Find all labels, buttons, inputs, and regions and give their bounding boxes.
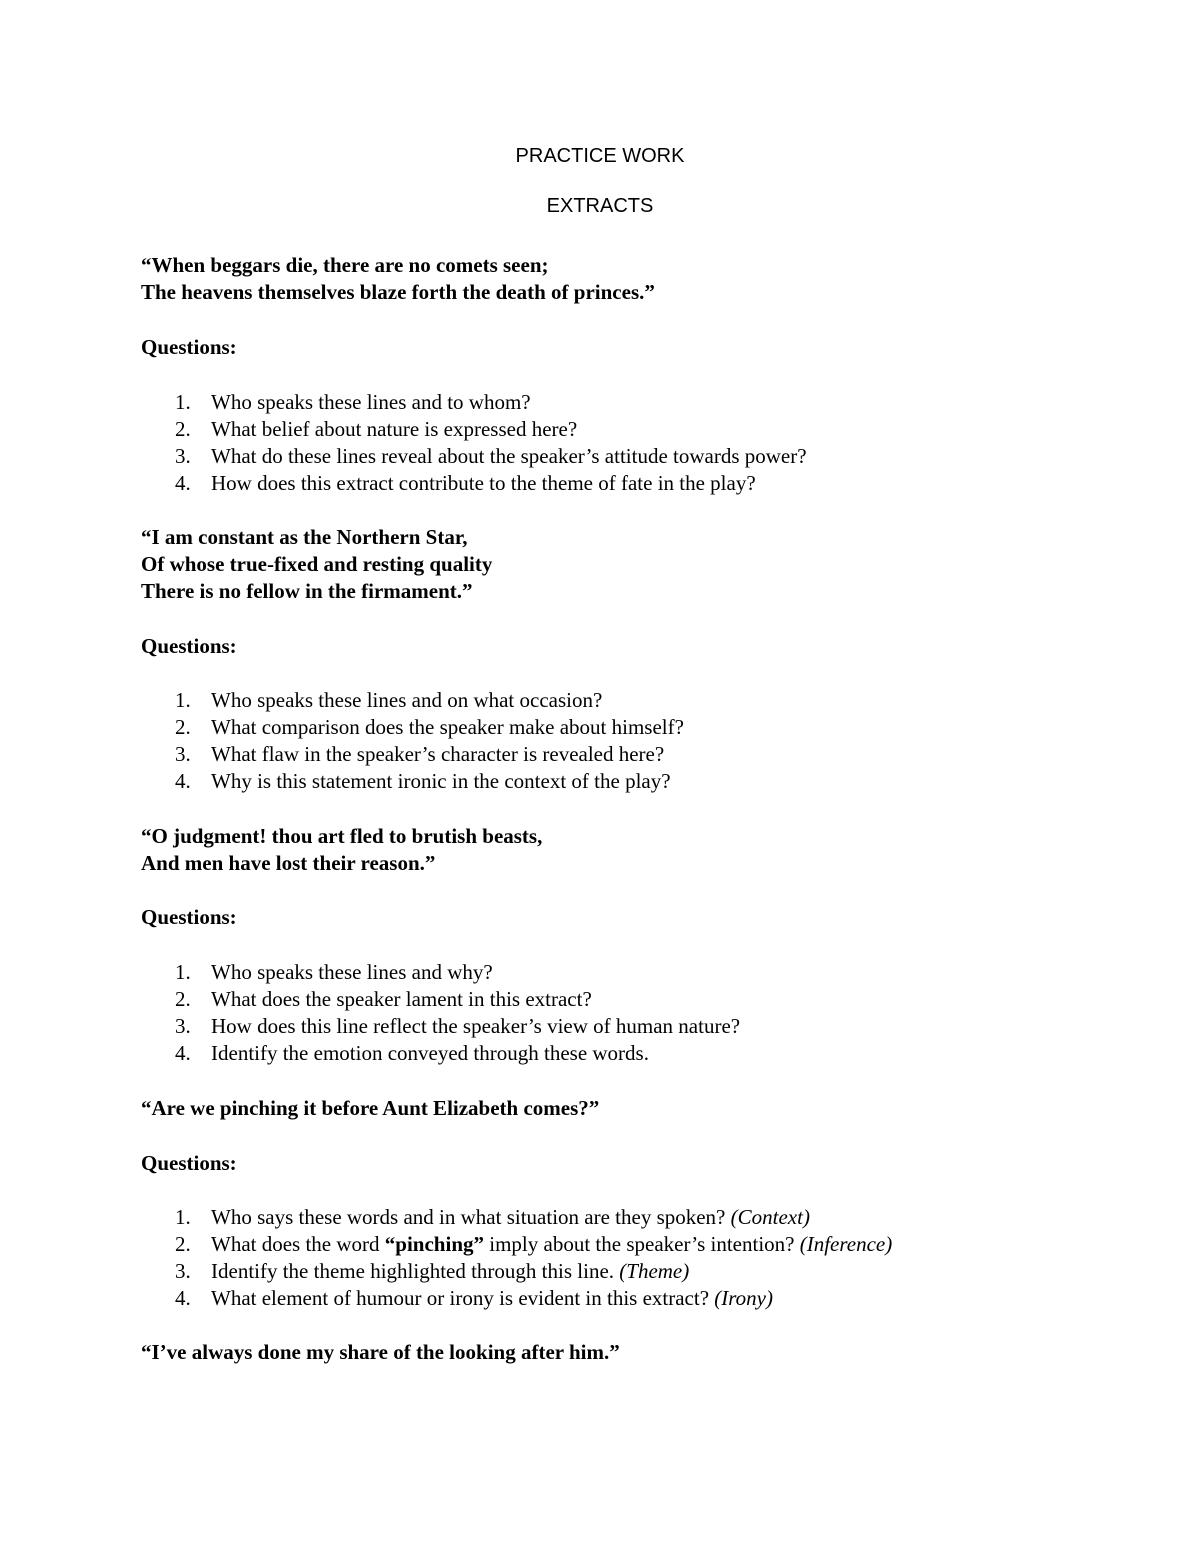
question-number: 3. xyxy=(175,444,191,468)
question-text: Who speaks these lines and why? xyxy=(211,960,493,984)
page-subtitle: EXTRACTS xyxy=(546,195,654,217)
quote-line: Of whose true-fixed and resting quality xyxy=(141,552,493,576)
extract-quote-2 xyxy=(141,524,1101,605)
page-title: PRACTICE WORK xyxy=(515,145,685,167)
questions-label: Questions: xyxy=(141,1151,237,1175)
extract-quote-5 xyxy=(141,1339,1101,1366)
quote-line: The heavens themselves blaze forth the death of princes.” xyxy=(141,280,655,304)
question-item xyxy=(141,986,1101,1013)
question-number: 1. xyxy=(175,688,191,712)
question-text: Why is this statement ironic in the context of the play? xyxy=(211,769,671,793)
question-tag: (Irony) xyxy=(714,1286,773,1310)
question-number: 2. xyxy=(175,987,191,1011)
question-item xyxy=(141,1231,1101,1258)
question-item xyxy=(141,714,1101,741)
question-item xyxy=(141,959,1101,986)
question-item xyxy=(141,1258,1101,1285)
questions-label: Questions: xyxy=(141,634,237,658)
questions-list-4 xyxy=(141,1204,1101,1312)
questions-list-2 xyxy=(141,687,1101,795)
question-item xyxy=(141,470,1101,497)
quote-line: “O judgment! thou art fled to brutish beasts, xyxy=(141,824,543,848)
question-text: Who says these words and in what situation are they spoken? xyxy=(211,1205,726,1229)
question-tag: (Theme) xyxy=(619,1259,690,1283)
question-item xyxy=(141,1013,1101,1040)
extract-quote-4 xyxy=(141,1095,1101,1122)
question-number: 4. xyxy=(175,769,191,793)
question-number: 2. xyxy=(175,417,191,441)
question-text: What does the speaker lament in this extract? xyxy=(211,987,592,1011)
question-number: 4. xyxy=(175,1286,191,1310)
question-item xyxy=(141,416,1101,443)
question-text: What comparison does the speaker make about himself? xyxy=(211,715,684,739)
quote-line: “Are we pinching it before Aunt Elizabeth comes?” xyxy=(141,1096,600,1120)
question-number: 3. xyxy=(175,1014,191,1038)
question-item xyxy=(141,443,1101,470)
question-number: 3. xyxy=(175,1259,191,1283)
question-keyword: “pinching” xyxy=(384,1232,485,1256)
question-number: 1. xyxy=(175,960,191,984)
quote-line: “When beggars die, there are no comets seen; xyxy=(141,253,549,277)
question-item xyxy=(141,768,1101,795)
question-text: Identify the emotion conveyed through these words. xyxy=(211,1041,649,1065)
question-text: Who speaks these lines and on what occasion? xyxy=(211,688,603,712)
quote-line: There is no fellow in the firmament.” xyxy=(141,579,473,603)
question-item xyxy=(141,1204,1101,1231)
question-text: How does this line reflect the speaker’s view of human nature? xyxy=(211,1014,741,1038)
question-number: 2. xyxy=(175,1232,191,1256)
question-number: 2. xyxy=(175,715,191,739)
quote-line: “I am constant as the Northern Star, xyxy=(141,525,468,549)
question-item xyxy=(141,687,1101,714)
question-item xyxy=(141,741,1101,768)
question-text: imply about the speaker’s intention? xyxy=(489,1232,795,1256)
questions-label: Questions: xyxy=(141,905,237,929)
question-text: Identify the theme highlighted through this line. xyxy=(211,1259,615,1283)
question-tag: (Context) xyxy=(730,1205,810,1229)
questions-list-1 xyxy=(141,389,1101,497)
question-text: Who speaks these lines and to whom? xyxy=(211,390,531,414)
question-item xyxy=(141,389,1101,416)
question-text: What element of humour or irony is evident in this extract? xyxy=(211,1286,710,1310)
question-text: What flaw in the speaker’s character is revealed here? xyxy=(211,742,665,766)
question-number: 4. xyxy=(175,471,191,495)
quote-line: And men have lost their reason.” xyxy=(141,851,436,875)
question-tag: (Inference) xyxy=(799,1232,893,1256)
questions-list-3 xyxy=(141,959,1101,1067)
question-number: 3. xyxy=(175,742,191,766)
questions-label: Questions: xyxy=(141,335,237,359)
question-number: 1. xyxy=(175,390,191,414)
question-number: 1. xyxy=(175,1205,191,1229)
question-text: How does this extract contribute to the theme of fate in the play? xyxy=(211,471,756,495)
extract-quote-3 xyxy=(141,823,1101,877)
extract-quote-1 xyxy=(141,252,1101,306)
question-item xyxy=(141,1040,1101,1067)
question-number: 4. xyxy=(175,1041,191,1065)
quote-line: “I’ve always done my share of the looking after him.” xyxy=(141,1340,620,1364)
question-text-pre: What does the word xyxy=(211,1232,380,1256)
question-item xyxy=(141,1285,1101,1312)
question-text: What do these lines reveal about the speaker’s attitude towards power? xyxy=(211,444,807,468)
question-text: What belief about nature is expressed here? xyxy=(211,417,578,441)
